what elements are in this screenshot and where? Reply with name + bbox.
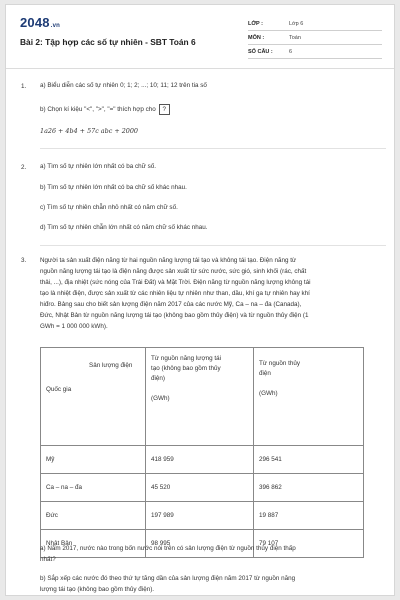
table-header-renewable: Từ nguồn năng lượng tái tạo (không bao gồm thủy điện) (GWh) bbox=[146, 348, 254, 446]
header-divider bbox=[6, 68, 395, 69]
meta-grade: LỚP : Lớp 6 bbox=[248, 18, 382, 31]
question-3-part-a-line-2: nhất? bbox=[40, 556, 56, 563]
electricity-table bbox=[40, 347, 364, 558]
table-row: Ca – na – đa 45 520 396 862 bbox=[41, 474, 364, 502]
question-3-part-b-line-1: b) Sắp xếp các nước đó theo thứ tự tăng dần của sản lượng điện năm 2017 từ nguồn năng bbox=[40, 575, 296, 582]
question-2-part-a: a) Tìm số tự nhiên lớn nhất có ba chữ số. bbox=[40, 163, 157, 170]
table-row: Mỹ 418 959 296 541 bbox=[41, 446, 364, 474]
site-logo[interactable]: 2048.vn bbox=[20, 15, 61, 30]
table-row: Nhật Bản 98 995 79 107 bbox=[41, 530, 364, 558]
question-number: 3. bbox=[21, 257, 27, 264]
page-title: Bài 2: Tập hợp các số tự nhiên - SBT Toán 6 bbox=[20, 37, 196, 47]
question-3-part-b-line-2: lượng tái tạo (không bao gồm thủy điện). bbox=[40, 586, 155, 593]
table-corner-cell: Sản lượng điện Quốc gia bbox=[41, 348, 146, 446]
answer-box[interactable]: ? bbox=[159, 104, 170, 115]
table-header-row bbox=[41, 348, 364, 446]
meta-subject: MÔN : Toán bbox=[248, 32, 382, 45]
question-3-part-a-line-1: a) Năm 2017, nước nào trong bốn nước nói trên có sản lượng điện từ nguồn thủy điện thấp bbox=[40, 545, 296, 552]
question-3-paragraph: Người ta sản xuất điện năng từ hai nguồn năng lượng tái tạo và không tái tạo. Điện năng từ nguồn năng lượng tái tạo là điện năng được sản xuất từ sức nước, sức gió, sinh khối (rác, chất thải, ...), địa nhiệt (sức nóng của Trái Đất) và Mặt Trời. Điện năng từ nguồn năng lượng không tái tạo là nhiệt điện, được sản xuất từ các nhiên liệu tự nhiên như than, dầu, khí ga tự nhiên hay khí hiđro. Bảng sau cho biết sản lượng điện năm 2017 của các nước Mỹ, Ca – na – đa (Canada), Đức, Nhật Bản từ nguồn năng lượng tái tạo (không bao gồm thủy điện) và từ nguồn thủy điện (1 GWh = 1 000 000 kWh). bbox=[40, 257, 311, 330]
question-2-part-c: c) Tìm số tự nhiên chẵn nhỏ nhất có năm chữ số. bbox=[40, 204, 178, 211]
question-divider bbox=[40, 245, 386, 246]
question-number: 2. bbox=[21, 164, 27, 171]
table-row: Đức 197 989 19 887 bbox=[41, 502, 364, 530]
question-2-part-b: b) Tìm số tự nhiên lớn nhất có ba chữ số khác nhau. bbox=[40, 184, 187, 191]
question-2-part-d: d) Tìm số tự nhiên chẵn lớn nhất có năm chữ số khác nhau. bbox=[40, 224, 208, 231]
question-1-part-a: a) Biểu diễn các số tự nhiên 0; 1; 2; ...; 10; 11; 12 trên tia số bbox=[40, 82, 207, 89]
header bbox=[6, 5, 395, 67]
question-1-formula: 1a26 + 4b4 + 57c abc + 2000 bbox=[40, 127, 138, 135]
question-number: 1. bbox=[21, 83, 27, 90]
question-1-part-b: b) Chọn kí kiệu "<", ">", "=" thích hợp cho ? bbox=[40, 104, 170, 115]
question-divider bbox=[40, 148, 386, 149]
table-header-hydro: Từ nguồn thủy điện (GWh) bbox=[254, 348, 364, 446]
meta-question-count: SỐ CÂU : 6 bbox=[248, 46, 382, 59]
document-page bbox=[5, 4, 395, 596]
